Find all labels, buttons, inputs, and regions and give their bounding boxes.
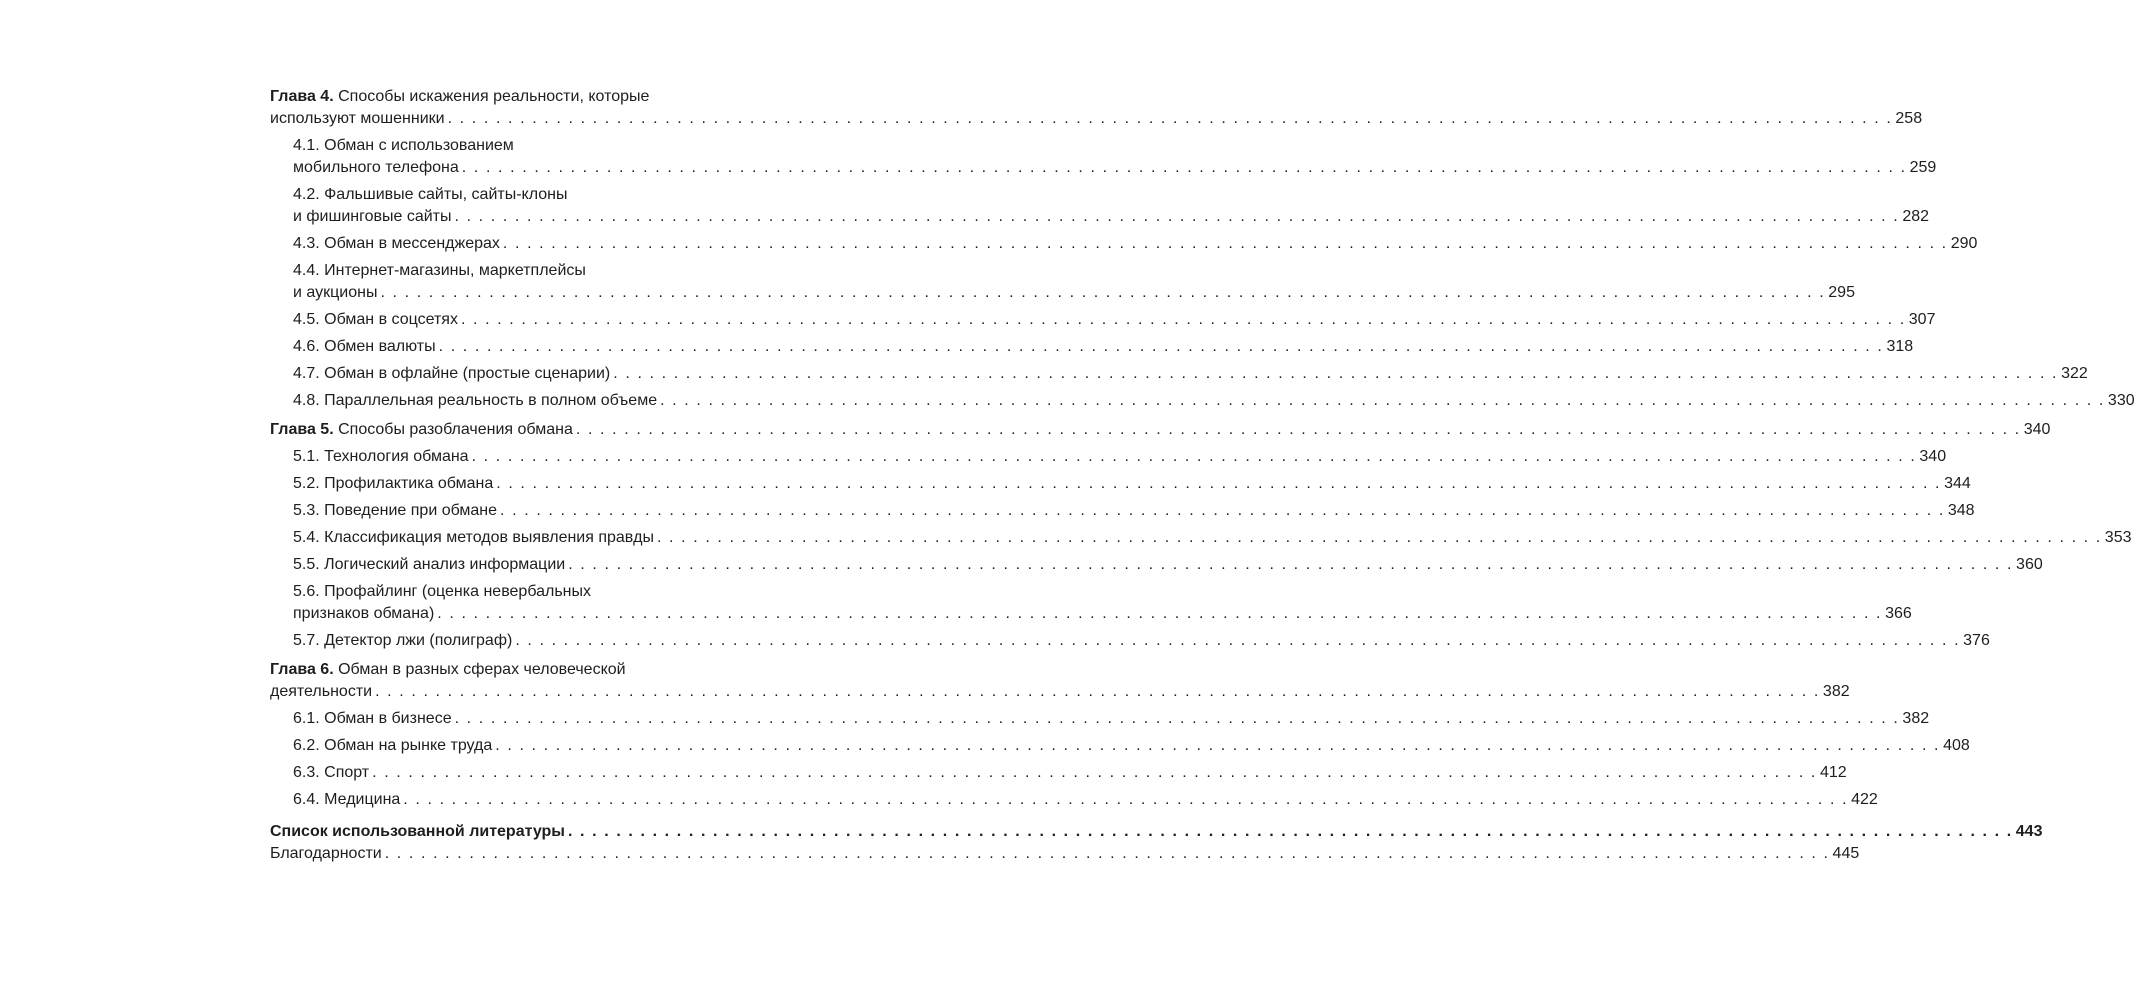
page-number: 412	[1819, 764, 1847, 781]
toc-entry-title: 4.2. Фальшивые сайты, сайты-клоны	[293, 186, 568, 203]
toc-entry-first-line	[270, 86, 728, 108]
toc-entry-text	[270, 821, 565, 843]
toc-entry-last-line	[270, 821, 2043, 843]
toc-entry-text	[293, 735, 492, 757]
toc-entry-text	[293, 554, 565, 576]
toc-entry-last-line	[293, 527, 2132, 549]
toc-entry-title: 5.5. Логический анализ информации	[293, 556, 566, 573]
toc-entry-last-line	[293, 206, 1930, 228]
toc-entry-text	[293, 206, 451, 228]
toc-entry-title: и аукционы	[293, 284, 378, 301]
toc-entry-last-line	[293, 735, 1970, 757]
toc-entry-title: признаков обмана)	[293, 605, 435, 622]
toc-entry-section	[270, 390, 2135, 412]
toc-entry-section	[270, 309, 1936, 331]
toc-entry-section	[270, 630, 1990, 652]
toc-entry-first-line	[293, 260, 728, 282]
toc-entry-text	[293, 603, 434, 625]
toc-entry-title: 6.4. Медицина	[293, 791, 401, 808]
chapter-number: Глава 5.	[270, 421, 334, 438]
dot-leader: . . . . . . . . . . . . . . . . . . . . . . . . . . . . . . . . . . . . . . . . . . . . . . . . . . . . . . . . . . . . . . . . . . . . . . . . . . . . . . . . . . . . . . . . . . . . . . . . . . . . . . . . . . . . . . . . . . . . . . . .	[384, 845, 1830, 862]
dot-leader: . . . . . . . . . . . . . . . . . . . . . . . . . . . . . . . . . . . . . . . . . . . . . . . . . . . . . . . . . . . . . . . . . . . . . . . . . . . . . . . . . . . . . . . . . . . . . . . . . . . . . . . . . . . . . . . . . . . . . . . .	[471, 448, 1917, 465]
page-number: 382	[1902, 710, 1930, 727]
dot-leader: . . . . . . . . . . . . . . . . . . . . . . . . . . . . . . . . . . . . . . . . . . . . . . . . . . . . . . . . . . . . . . . . . . . . . . . . . . . . . . . . . . . . . . . . . . . . . . . . . . . . . . . . . . . . . . . . . . . . . . . .	[502, 235, 1948, 252]
toc-entry-last-line	[293, 708, 1930, 730]
dot-leader: . . . . . . . . . . . . . . . . . . . . . . . . . . . . . . . . . . . . . . . . . . . . . . . . . . . . . . . . . . . . . . . . . . . . . . . . . . . . . . . . . . . . . . . . . . . . . . . . . . . . . . . . . . . . . . . . . . . . . . . .	[500, 502, 1945, 519]
toc-entry-title: деятельности	[270, 683, 373, 700]
dot-leader: . . . . . . . . . . . . . . . . . . . . . . . . . . . . . . . . . . . . . . . . . . . . . . . . . . . . . . . . . . . . . . . . . . . . . . . . . . . . . . . . . . . . . . . . . . . . . . . . . . . . . . . . . . . . . . . . . . . . . . . .	[460, 311, 1906, 328]
page-number: 382	[1822, 683, 1850, 700]
toc-entry-title: 4.4. Интернет-магазины, маркетплейсы	[293, 262, 586, 279]
page-number: 360	[2016, 556, 2043, 573]
dot-leader: . . . . . . . . . . . . . . . . . . . . . . . . . . . . . . . . . . . . . . . . . . . . . . . . . . . . . . . . . . . . . . . . . . . . . . . . . . . . . . . . . . . . . . . . . . . . . . . . . . . . . . . . . . . . . . . . . . . . . . . .	[403, 791, 1849, 808]
toc-entry-text	[293, 789, 400, 811]
toc-entry-last-line	[293, 336, 1914, 358]
toc-entry-last-line	[293, 446, 1947, 468]
dot-leader: . . . . . . . . . . . . . . . . . . . . . . . . . . . . . . . . . . . . . . . . . . . . . . . . . . . . . . . . . . . . . . . . . . . . . . . . . . . . . . . . . . . . . . . . . . . . . . . . . . . . . . . . . . . . . . . . . . . . . . . .	[568, 556, 2014, 573]
dot-leader: . . . . . . . . . . . . . . . . . . . . . . . . . . . . . . . . . . . . . . . . . . . . . . . . . . . . . . . . . . . . . . . . . . . . . . . . . . . . . . . . . . . . . . . . . . . . . . . . . . . . . . . . . . . . . . . . . . . . . . . .	[656, 529, 2102, 546]
dot-leader: . . . . . . . . . . . . . . . . . . . . . . . . . . . . . . . . . . . . . . . . . . . . . . . . . . . . . . . . . . . . . . . . . . . . . . . . . . . . . . . . . . . . . . . . . . . . . . . . . . . . . . . . . . . . . . . . . . . . . . . .	[567, 823, 2013, 840]
page-number: 318	[1886, 338, 1914, 355]
toc-entry-bib	[270, 821, 2043, 843]
toc-entry-text	[293, 473, 493, 495]
toc-entry-title: 6.2. Обман на рынке труда	[293, 737, 493, 754]
page-number: 290	[1950, 235, 1978, 252]
toc-entry-chapter	[270, 86, 1923, 130]
toc-entry-text	[270, 108, 445, 130]
page-number: 376	[1963, 632, 1990, 649]
toc-entry-text	[293, 336, 436, 358]
toc-entry-section	[270, 581, 1912, 625]
page-number: 307	[1908, 311, 1936, 328]
toc-entry-text	[293, 446, 469, 468]
page-number: 295	[1828, 284, 1855, 301]
chapter-number: Глава 4.	[270, 88, 334, 105]
dot-leader: . . . . . . . . . . . . . . . . . . . . . . . . . . . . . . . . . . . . . . . . . . . . . . . . . . . . . . . . . . . . . . . . . . . . . . . . . . . . . . . . . . . . . . . . . . . . . . . . . . . . . . . . . . . . . . . . . . . . . . . .	[375, 683, 1820, 700]
toc-entry-last-line	[293, 233, 1978, 255]
dot-leader: . . . . . . . . . . . . . . . . . . . . . . . . . . . . . . . . . . . . . . . . . . . . . . . . . . . . . . . . . . . . . . . . . . . . . . . . . . . . . . . . . . . . . . . . . . . . . . . . . . . . . . . . . . . . . . . . . . . . . . . .	[496, 475, 1942, 492]
toc-entry-title: 4.3. Обман в мессенджерах	[293, 235, 500, 252]
toc-entry-section	[270, 473, 1971, 495]
toc-entry-text	[293, 500, 497, 522]
toc-entry-first-line	[293, 581, 728, 603]
dot-leader: . . . . . . . . . . . . . . . . . . . . . . . . . . . . . . . . . . . . . . . . . . . . . . . . . . . . . . . . . . . . . . . . . . . . . . . . . . . . . . . . . . . . . . . . . . . . . . . . . . . . . . . . . . . . . . . . . . . . . . . .	[495, 737, 1941, 754]
toc-entry-last-line	[293, 473, 1971, 495]
page-number: 282	[1902, 208, 1930, 225]
toc-entry-text	[270, 681, 372, 703]
toc-entry-last-line	[293, 157, 1937, 179]
toc-entry-title: мобильного телефона	[293, 159, 459, 176]
page-number: 259	[1909, 159, 1937, 176]
toc-entry-last-line	[270, 681, 1850, 703]
toc-entry-section	[270, 336, 1914, 358]
toc-entry-section	[270, 735, 1970, 757]
toc-entry-title: 5.4. Классификация методов выявления правды	[293, 529, 654, 546]
toc-entry-section	[270, 708, 1930, 730]
toc-entry-last-line	[293, 762, 1847, 784]
toc-entry-title: Список использованной литературы	[270, 823, 565, 840]
toc-entry-thanks	[270, 843, 1860, 865]
toc-entry-last-line	[293, 390, 2135, 412]
page-number: 340	[1919, 448, 1947, 465]
toc-entry-title: 4.5. Обман в соцсетях	[293, 311, 458, 328]
page-number: 353	[2104, 529, 2132, 546]
toc-entry-section	[270, 446, 1947, 468]
toc-entry-text	[293, 309, 458, 331]
page-number: 340	[2023, 421, 2051, 438]
toc-entry-title: 4.7. Обман в офлайне (простые сценарии)	[293, 365, 611, 382]
toc-entry-title: 4.6. Обмен валюты	[293, 338, 436, 355]
table-of-contents	[270, 86, 2135, 865]
dot-leader: . . . . . . . . . . . . . . . . . . . . . . . . . . . . . . . . . . . . . . . . . . . . . . . . . . . . . . . . . . . . . . . . . . . . . . . . . . . . . . . . . . . . . . . . . . . . . . . . . . . . . . . . . . . . . . . . . . . . . . . .	[613, 365, 2059, 382]
toc-entry-last-line	[270, 108, 1923, 130]
dot-leader: . . . . . . . . . . . . . . . . . . . . . . . . . . . . . . . . . . . . . . . . . . . . . . . . . . . . . . . . . . . . . . . . . . . . . . . . . . . . . . . . . . . . . . . . . . . . . . . . . . . . . . . . . . . . . . . . . . . . . . . .	[515, 632, 1961, 649]
toc-entry-title: 5.6. Профайлинг (оценка невербальных	[293, 583, 592, 600]
toc-entry-last-line	[293, 500, 1975, 522]
dot-leader: . . . . . . . . . . . . . . . . . . . . . . . . . . . . . . . . . . . . . . . . . . . . . . . . . . . . . . . . . . . . . . . . . . . . . . . . . . . . . . . . . . . . . . . . . . . . . . . . . . . . . . . . . . . . . . . . . . . . . . . .	[447, 110, 1893, 127]
toc-entry-title: 5.7. Детектор лжи (полиграф)	[293, 632, 513, 649]
dot-leader: . . . . . . . . . . . . . . . . . . . . . . . . . . . . . . . . . . . . . . . . . . . . . . . . . . . . . . . . . . . . . . . . . . . . . . . . . . . . . . . . . . . . . . . . . . . . . . . . . . . . . . . . . . . . . . . . . . . . . . . .	[372, 764, 1817, 781]
toc-entry-last-line	[293, 630, 1990, 652]
toc-entry-section	[270, 500, 1975, 522]
toc-entry-text	[293, 762, 369, 784]
toc-entry-title: 4.8. Параллельная реальность в полном объеме	[293, 392, 658, 409]
toc-entry-last-line	[270, 843, 1860, 865]
toc-entry-title: используют мошенники	[270, 110, 445, 127]
dot-leader: . . . . . . . . . . . . . . . . . . . . . . . . . . . . . . . . . . . . . . . . . . . . . . . . . . . . . . . . . . . . . . . . . . . . . . . . . . . . . . . . . . . . . . . . . . . . . . . . . . . . . . . . . . . . . . . . . . . . . . . .	[380, 284, 1826, 301]
toc-entry-text	[293, 630, 512, 652]
page-number: 348	[1947, 502, 1975, 519]
toc-entry-chapter	[270, 659, 1850, 703]
toc-entry-title: 6.3. Спорт	[293, 764, 370, 781]
toc-entry-section	[270, 135, 1937, 179]
toc-entry-last-line	[293, 363, 2088, 385]
toc-entry-chapter	[270, 419, 2051, 441]
toc-entry-section	[270, 789, 1878, 811]
page-number: 330	[2107, 392, 2135, 409]
toc-entry-last-line	[293, 789, 1878, 811]
toc-entry-first-line	[293, 184, 728, 206]
dot-leader: . . . . . . . . . . . . . . . . . . . . . . . . . . . . . . . . . . . . . . . . . . . . . . . . . . . . . . . . . . . . . . . . . . . . . . . . . . . . . . . . . . . . . . . . . . . . . . . . . . . . . . . . . . . . . . . . . . . . . . . .	[461, 159, 1907, 176]
toc-entry-last-line	[293, 603, 1912, 625]
toc-entry-section	[270, 762, 1847, 784]
toc-entry-text	[293, 282, 377, 304]
toc-entry-text	[293, 708, 452, 730]
toc-entry-section	[270, 363, 2088, 385]
toc-entry-section	[270, 260, 1855, 304]
toc-entry-title: Способы разоблачения обмана	[333, 421, 573, 438]
dot-leader: . . . . . . . . . . . . . . . . . . . . . . . . . . . . . . . . . . . . . . . . . . . . . . . . . . . . . . . . . . . . . . . . . . . . . . . . . . . . . . . . . . . . . . . . . . . . . . . . . . . . . . . . . . . . . . . . . . . . . . . .	[660, 392, 2105, 409]
toc-entry-title: 5.2. Профилактика обмана	[293, 475, 494, 492]
page-number: 445	[1832, 845, 1860, 862]
toc-entry-title: 4.1. Обман с использованием	[293, 137, 514, 154]
toc-entry-title: Способы искажения реальности, которые	[333, 88, 650, 105]
toc-entry-title: Обман в разных сферах человеческой	[333, 661, 626, 678]
toc-entry-text	[270, 419, 573, 441]
toc-entry-text	[293, 233, 500, 255]
toc-entry-last-line	[270, 419, 2051, 441]
toc-entry-title: 5.1. Технология обмана	[293, 448, 469, 465]
toc-entry-text	[293, 157, 459, 179]
toc-entry-text	[293, 390, 657, 412]
dot-leader: . . . . . . . . . . . . . . . . . . . . . . . . . . . . . . . . . . . . . . . . . . . . . . . . . . . . . . . . . . . . . . . . . . . . . . . . . . . . . . . . . . . . . . . . . . . . . . . . . . . . . . . . . . . . . . . . . . . . . . . .	[454, 208, 1900, 225]
page-number: 422	[1851, 791, 1878, 808]
dot-leader: . . . . . . . . . . . . . . . . . . . . . . . . . . . . . . . . . . . . . . . . . . . . . . . . . . . . . . . . . . . . . . . . . . . . . . . . . . . . . . . . . . . . . . . . . . . . . . . . . . . . . . . . . . . . . . . . . . . . . . . .	[575, 421, 2021, 438]
toc-entry-section	[270, 527, 2132, 549]
page-number: 408	[1943, 737, 1970, 754]
toc-entry-text	[293, 527, 654, 549]
toc-entry-section	[270, 233, 1978, 255]
page-number: 344	[1944, 475, 1971, 492]
toc-entry-last-line	[293, 309, 1936, 331]
toc-entry-first-line	[270, 659, 728, 681]
toc-entry-text	[270, 843, 382, 865]
dot-leader: . . . . . . . . . . . . . . . . . . . . . . . . . . . . . . . . . . . . . . . . . . . . . . . . . . . . . . . . . . . . . . . . . . . . . . . . . . . . . . . . . . . . . . . . . . . . . . . . . . . . . . . . . . . . . . . . . . . . . . . .	[454, 710, 1900, 727]
page-number: 258	[1895, 110, 1923, 127]
toc-entry-last-line	[293, 282, 1855, 304]
dot-leader: . . . . . . . . . . . . . . . . . . . . . . . . . . . . . . . . . . . . . . . . . . . . . . . . . . . . . . . . . . . . . . . . . . . . . . . . . . . . . . . . . . . . . . . . . . . . . . . . . . . . . . . . . . . . . . . . . . . . . . . .	[438, 338, 1884, 355]
toc-entry-section	[270, 184, 1930, 228]
toc-entry-title: и фишинговые сайты	[293, 208, 452, 225]
page-number: 443	[2015, 823, 2043, 840]
toc-entry-first-line	[293, 135, 728, 157]
toc-entry-last-line	[293, 554, 2043, 576]
toc-entry-title: 5.3. Поведение при обмане	[293, 502, 498, 519]
page-number: 366	[1885, 605, 1912, 622]
toc-entry-title: 6.1. Обман в бизнесе	[293, 710, 452, 727]
toc-entry-title: Благодарности	[270, 845, 382, 862]
toc-entry-text	[293, 363, 610, 385]
chapter-number: Глава 6.	[270, 661, 334, 678]
dot-leader: . . . . . . . . . . . . . . . . . . . . . . . . . . . . . . . . . . . . . . . . . . . . . . . . . . . . . . . . . . . . . . . . . . . . . . . . . . . . . . . . . . . . . . . . . . . . . . . . . . . . . . . . . . . . . . . . . . . . . . . .	[437, 605, 1883, 622]
toc-entry-section	[270, 554, 2043, 576]
page-number: 322	[2061, 365, 2088, 382]
